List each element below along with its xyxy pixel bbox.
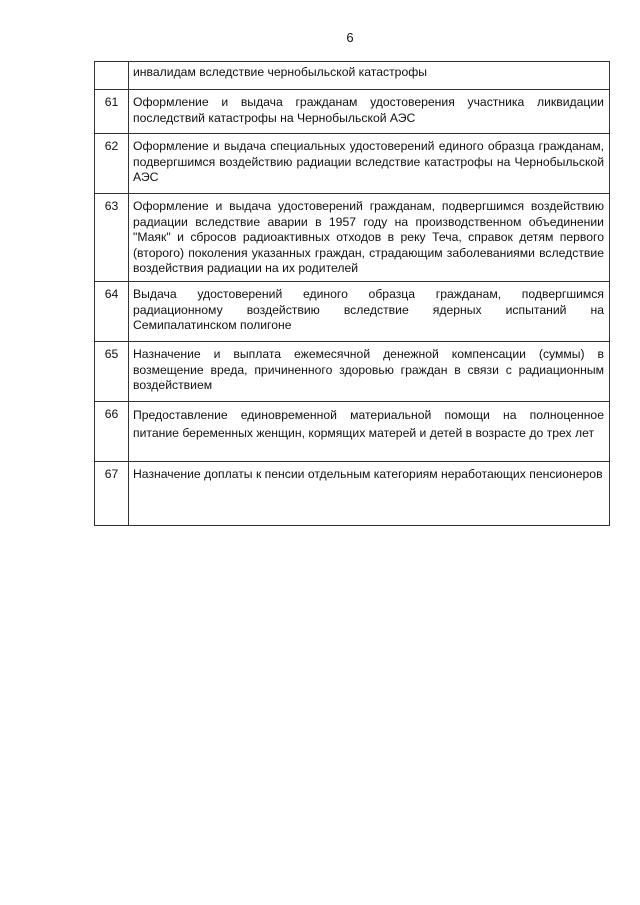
- row-number: 64: [95, 282, 129, 342]
- row-number: 63: [95, 194, 129, 282]
- table-row: [95, 194, 610, 282]
- service-description: инвалидам вследствие чернобыльской катастрофы: [129, 62, 610, 90]
- page-number: 6: [346, 30, 354, 45]
- row-number: 65: [95, 342, 129, 402]
- row-number: [95, 62, 129, 90]
- row-number: 67: [95, 462, 129, 526]
- service-description: Назначение доплаты к пенсии отдельным категориям неработающих пенсионеров: [129, 462, 610, 526]
- service-description: Оформление и выдача гражданам удостоверения участника ликвидации последствий катастрофы на Чернобыльской АЭС: [129, 90, 610, 134]
- services-table: [94, 61, 610, 526]
- table-row: [95, 134, 610, 194]
- table-row: [95, 402, 610, 462]
- row-number: 62: [95, 134, 129, 194]
- service-description: Назначение и выплата ежемесячной денежной компенсации (суммы) в возмещение вреда, причиненного здоровью граждан в связи с радиационным воздействием: [129, 342, 610, 402]
- row-number: 61: [95, 90, 129, 134]
- service-description: Выдача удостоверений единого образца гражданам, подвергшимся радиационному воздействию вследствие ядерных испытаний на Семипалатинском полигоне: [129, 282, 610, 342]
- table-row: [95, 62, 610, 90]
- table-row: [95, 90, 610, 134]
- service-description: Предоставление единовременной материальной помощи на полноценное питание беременных женщин, кормящих матерей и детей в возрасте до трех лет: [129, 402, 610, 462]
- table-row: [95, 342, 610, 402]
- row-number: 66: [95, 402, 129, 462]
- service-description: Оформление и выдача удостоверений гражданам, подвергшимся воздействию радиации вследствие аварии в 1957 году на производственном объединении "Маяк" и сбросов радиоактивных отходов в реку Теча, справок детям первого (второго) поколения указанных граждан, страдающим заболеваниями вследствие воздействия радиации на их родителей: [129, 194, 610, 282]
- service-description: Оформление и выдача специальных удостоверений единого образца гражданам, подвергшимся воздействию радиации вследствие катастрофы на Чернобыльской АЭС: [129, 134, 610, 194]
- table-row: [95, 282, 610, 342]
- table-row: [95, 462, 610, 526]
